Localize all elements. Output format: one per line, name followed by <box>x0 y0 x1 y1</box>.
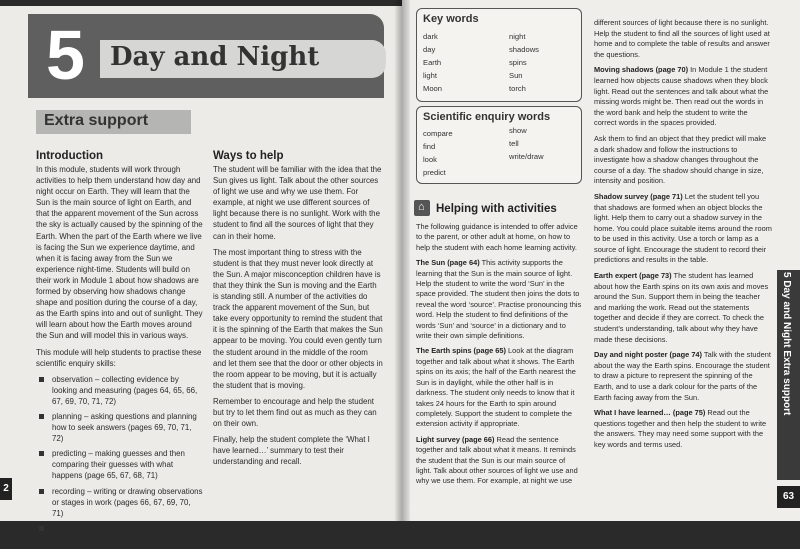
activity-paragraph <box>416 346 582 429</box>
ways-to-help-heading: Ways to help <box>213 150 284 162</box>
chapter-number: 5 <box>46 16 85 94</box>
skills-list <box>36 374 204 545</box>
list-item: predicting – making guesses and then comparing their guesses with what happens (page 65, 67, 68, 71) <box>36 448 204 481</box>
enquiry-word: find <box>423 142 436 151</box>
activity-text: The student has learned about how the Earth spins on its own axis and moves around the Sun. Support them in being the teacher and marking the work. Read out the statements together and decide if they are correct. To check the student’s understanding, talk about why they have made these decisions. <box>594 271 769 344</box>
activity-text: Read the sentence together and talk about what it means. It reminds the student that the Sun is our main source of light. Talk about other sources of light we use and why we use them. For example, at night we use <box>416 434 578 486</box>
activity-text: Look at the diagram together and talk about what it shows. The Earth spins on its axis; the half of the Earth nearest the Sun is in daylight, while the other half is in darkness. The student only needs to know that it takes 24 hours for the Earth to spin around completely. Support the student to complete the extension activity if appropriate. <box>416 346 576 429</box>
introduction-paragraph: In this module, students will work through activities to help them understand how day and night occur on Earth. They will learn that the Sun is the main source of light on Earth, and that the apparent movement of the Sun across the sky is actually caused by the spinning of the Earth. When the part of the Earth where we live is facing the Sun we experience daytime, and when it is facing away from the Sun we experience night-time. Students will build on their work in Module 1 about how shadows are formed by observing how shadows change shape and position during the course of a day, as the Earth spins into and out of sunlight. They will learn about how the Earth moves around the Sun and will model this in various ways. <box>36 165 203 341</box>
chapter-title-bar <box>100 40 386 78</box>
key-word: Sun <box>509 71 523 80</box>
key-word: light <box>423 71 437 80</box>
activity-title: Day and night poster (page 74) <box>594 350 703 360</box>
enquiry-word: tell <box>509 139 519 148</box>
helping-column-one <box>416 222 582 521</box>
left-page-number: 2 <box>0 478 12 500</box>
list-item: observation – collecting evidence by looking and measuring (pages 64, 65, 66, 67, 69, 70, 71, 72) <box>36 374 204 407</box>
ways-paragraph: The most important thing to stress with the student is that they must never look directly at the Sun. A major misconception children have is that they think the Sun is moving and the Earth is standing still. A number of the activities do track the apparent movement of the Sun, but take every opportunity to remind the student that it is the spinning of the Earth that makes the Sun appear to be moving. You could even gently turn the student around in the middle of the room and let them see that the door or other objects in the room appear to be moving, but it is actually the student that is moving. <box>213 247 383 390</box>
scientific-words-box <box>416 106 582 184</box>
enquiry-word: compare <box>423 129 453 138</box>
activity-paragraph <box>594 271 772 345</box>
activity-text: Ask them to find an object that they predict will make a dark shadow and follow the instructions to investigate how a shadow changes throughout the course of a day. The shadow should change in size, intensity and position. <box>594 133 767 186</box>
list-item: recording – writing or drawing observations or stages in work (pages 66, 67, 69, 70, 71) <box>36 486 204 519</box>
activity-paragraph <box>416 258 582 341</box>
list-item: planning – asking questions and planning how to seek answers (pages 69, 70, 71, 72) <box>36 411 204 444</box>
activity-paragraph <box>594 350 772 403</box>
extra-support-text: Extra support <box>44 112 149 129</box>
key-word: torch <box>509 84 526 93</box>
activity-title: The Sun (page 64) <box>416 258 480 268</box>
key-words-box <box>416 8 582 102</box>
skills-intro: This module will help students to practise these scientific enquiry skills: <box>36 347 202 368</box>
list-item: making comparisons – comparing sets of evidence or data (pages 66, 69, 70, 71). <box>36 523 204 545</box>
ways-paragraph: Finally, help the student complete the ‘What I have learned…’ summary to test their understanding and recall. <box>213 435 370 467</box>
enquiry-word: look <box>423 155 437 164</box>
book-gutter <box>394 0 410 521</box>
continued-paragraph: different sources of light because there is no sunlight. Help the student to find all the sources of light used at home and to complete the table of results and answer the questions. <box>594 18 770 59</box>
enquiry-word: write/draw <box>509 152 544 161</box>
key-word: Moon <box>423 84 442 93</box>
activity-text: Talk with the student about the way the Earth spins. Encourage the student to draw a picture to represent the spinning of the Earth, and to use a dark colour for the parts of the Earth facing away from the Sun. <box>594 350 771 402</box>
introduction-heading: Introduction <box>36 150 104 162</box>
activity-paragraph <box>594 134 772 187</box>
activity-title: What I have learned… (page 75) <box>594 408 706 418</box>
activity-title: Light survey (page 66) <box>416 434 495 444</box>
activity-title: Earth expert (page 73) <box>594 271 672 281</box>
activity-text: In Module 1 the student learned how objects cause shadows when they block light. Read out the sentences and talk about what the missing words might be. Then read out the words in the word bank and help the student to write the correct words in the spaces provided. <box>594 65 769 128</box>
activity-text: This activity supports the learning that the Sun is the main source of light. Help the student to write the word ‘Sun’ in the space provided. The student then joins the dots to reveal the word ‘source’. Practise pronouncing this word. Help the student to find definitions of the words ‘Sun’ and ‘source’ in a dictionary and to write their own simple definitions. <box>416 258 582 341</box>
family-icon: ⌂ <box>414 200 430 216</box>
scientific-words-title: Scientific enquiry words <box>423 111 551 123</box>
key-words-title: Key words <box>423 13 479 25</box>
side-tab-text: 5 Day and Night Extra support <box>781 272 792 416</box>
activity-title: The Earth spins (page 65) <box>416 346 506 356</box>
activity-paragraph <box>594 65 772 129</box>
activity-title: Shadow survey (page 71) <box>594 191 683 201</box>
ways-to-help-column <box>213 164 383 472</box>
activity-paragraph <box>594 192 772 266</box>
chapter-side-tab <box>777 270 800 480</box>
key-word: day <box>423 45 436 54</box>
enquiry-word: predict <box>423 168 446 177</box>
ways-paragraph: The student will be familiar with the idea that the Sun gives us light. Talk about the other sources of light we use and why we use them. For example, at night we use different sources of light because there is no sunlight. Work with the student to find all the sources of light that they can in their home. <box>213 165 382 241</box>
extra-support-label <box>36 110 191 134</box>
key-word: spins <box>509 58 527 67</box>
key-word: Earth <box>423 58 442 67</box>
activity-text: Read out the questions together and then help the student to write the answers. They may need some support with the key words and terms used. <box>594 408 767 449</box>
activity-text: Let the student tell you that shadows are formed when an object blocks the light. Help them to carry out a shadow survey in the home. You could place suitable items around the room to be used in this activity. Use a torch or lamp as a source of light. Encourage the student to record their predictions and results in the table. <box>594 191 772 265</box>
helping-heading: Helping with activities <box>436 203 557 215</box>
activity-paragraph <box>594 408 772 450</box>
key-word: dark <box>423 32 438 41</box>
key-word: night <box>509 32 526 41</box>
helping-column-two <box>594 18 772 518</box>
right-page-number: 63 <box>777 486 800 508</box>
introduction-column <box>36 164 204 549</box>
helping-intro: The following guidance is intended to offer advice to the parent, or other adult at home, on how to help the student with each home learning activity. <box>416 222 578 252</box>
enquiry-word: show <box>509 126 527 135</box>
ways-paragraph: Remember to encourage and help the student but try to let them find out as much as they can on their own. <box>213 396 377 429</box>
activity-paragraph <box>416 435 582 487</box>
chapter-title: Day and Night <box>110 42 320 72</box>
key-word: shadows <box>509 45 539 54</box>
activity-title: Moving shadows (page 70) <box>594 65 689 75</box>
